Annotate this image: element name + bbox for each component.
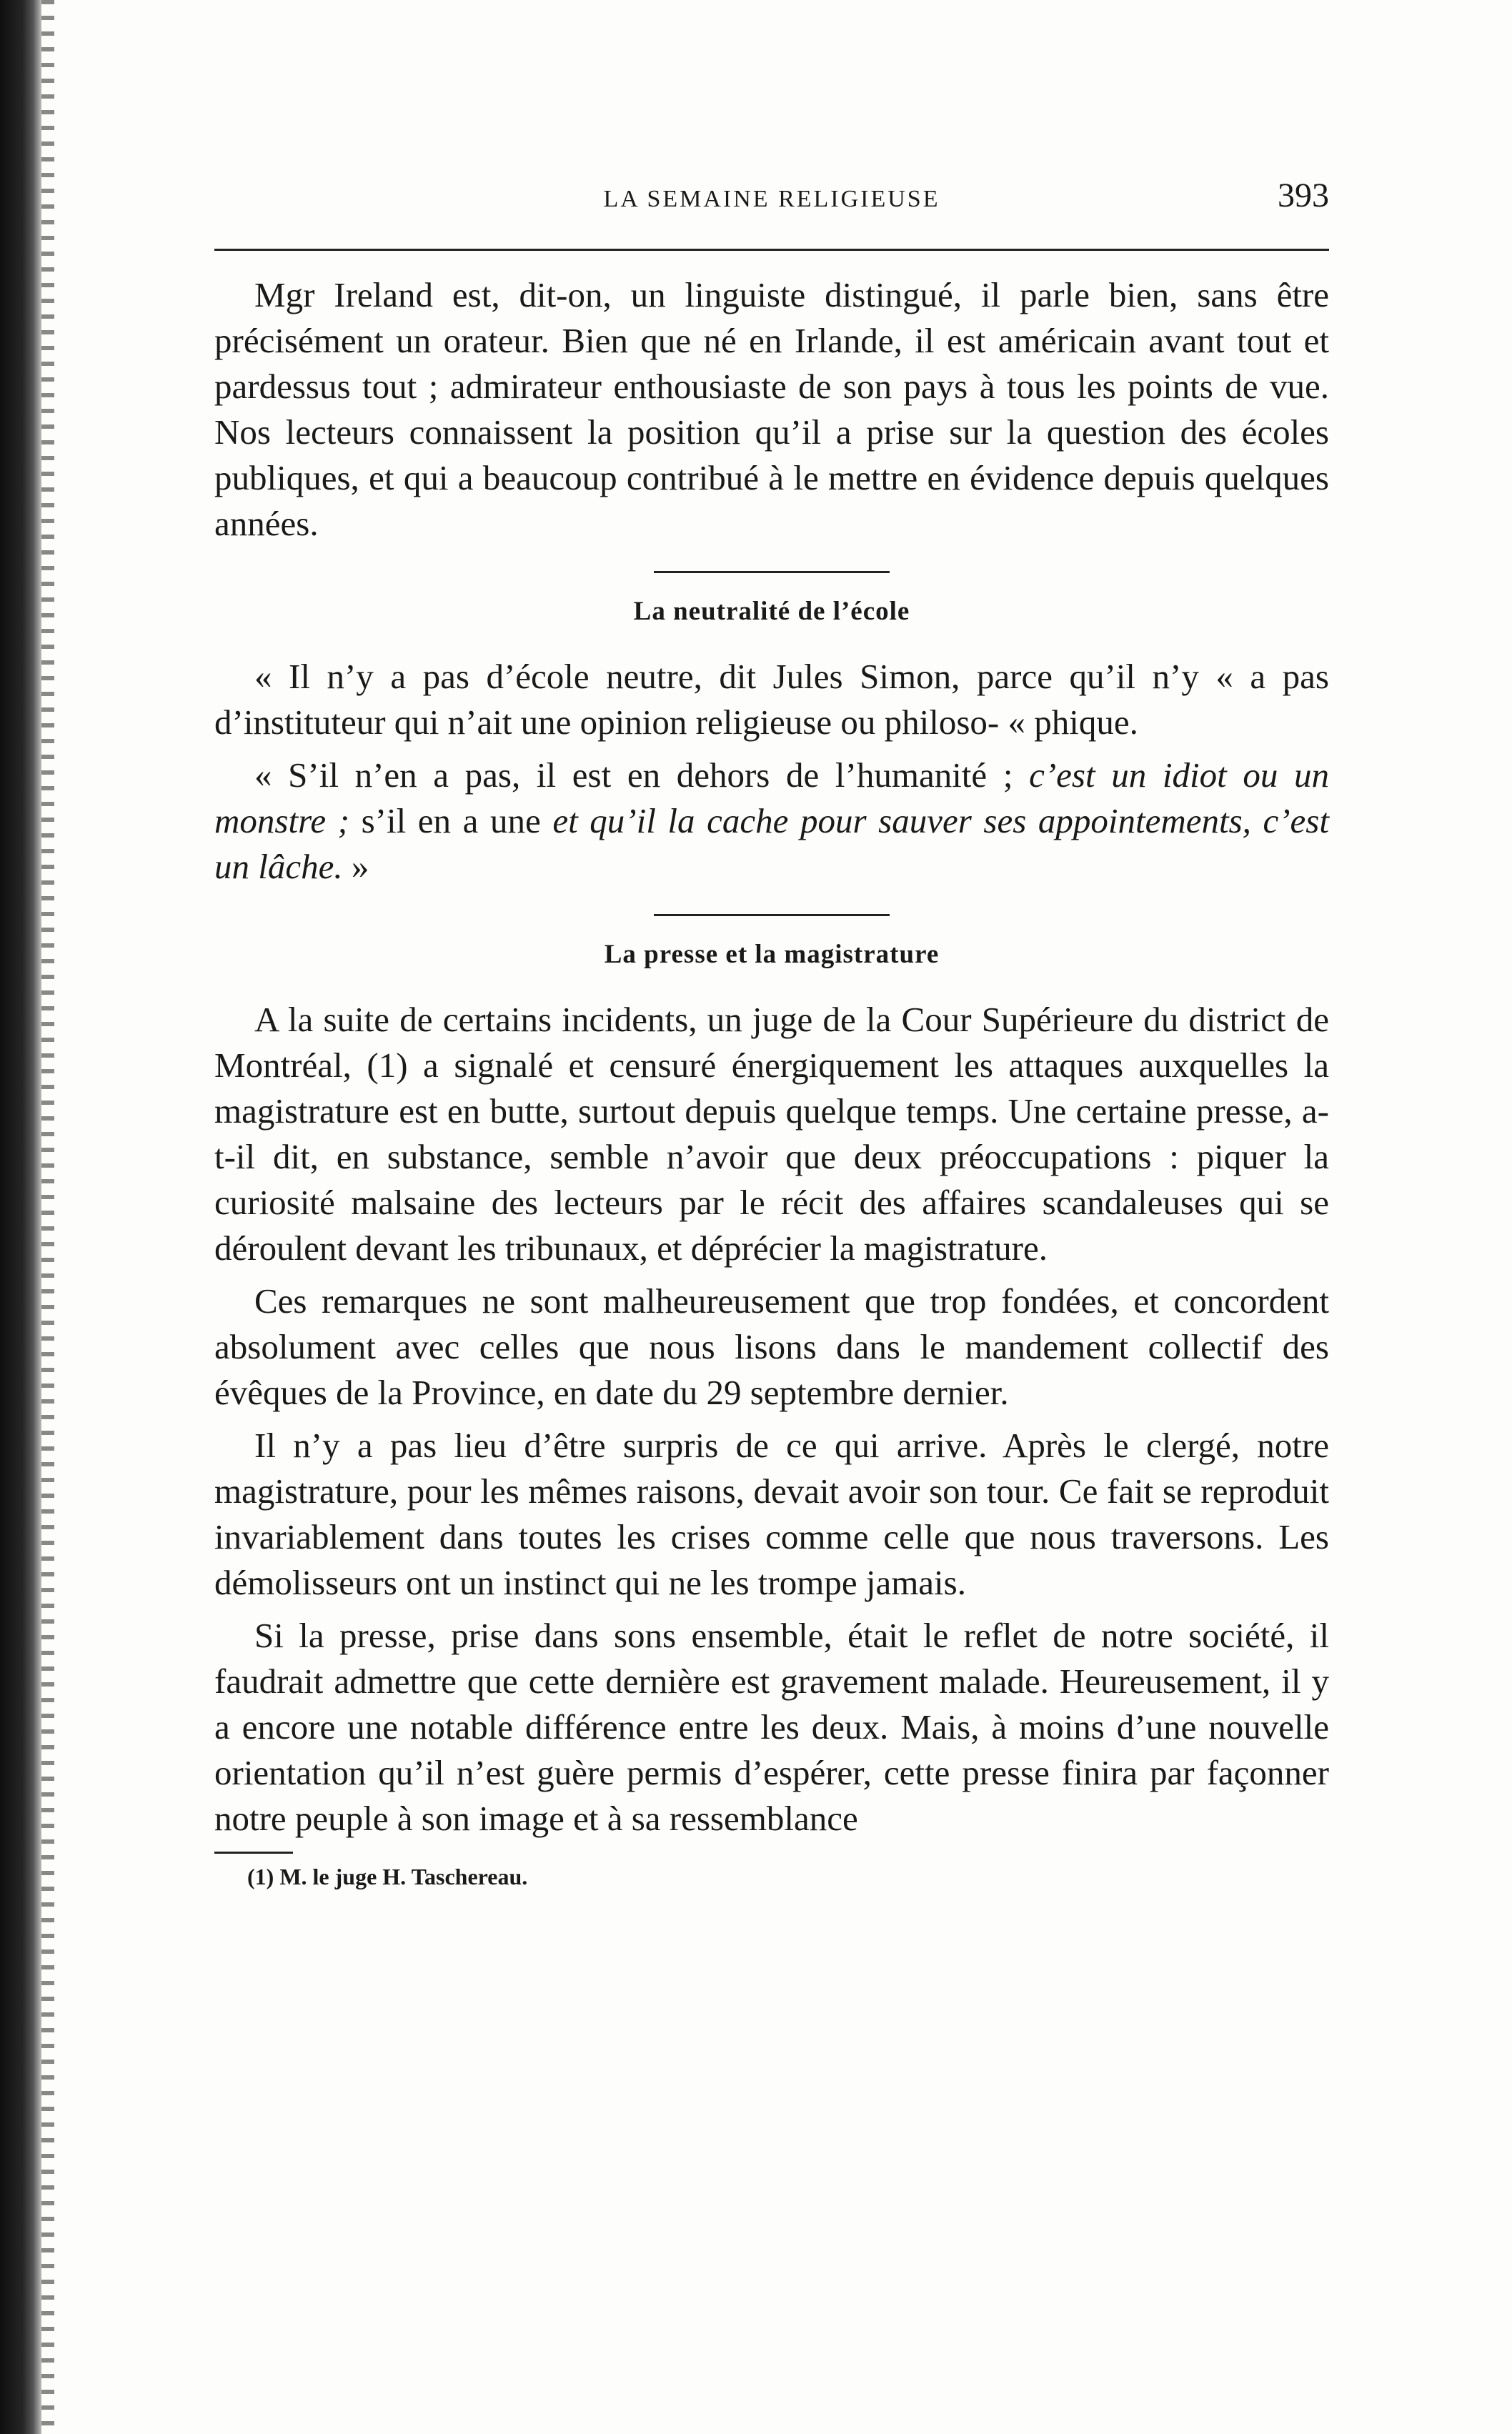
quote-paragraph-1: « Il n’y a pas d’école neutre, dit Jules Simon, parce qu’il n’y « a pas d’instituteur qui n’ait une opinion religieuse ou philoso- « phique.	[214, 657, 1329, 742]
section-divider	[654, 571, 890, 573]
footnote: (1) M. le juge H. Taschereau.	[247, 1864, 528, 1889]
running-title: LA SEMAINE RELIGIEUSE	[603, 186, 940, 212]
section-title-presse: La presse et la magistrature	[604, 940, 940, 969]
quote-text: « S’il n’en a pas, il est en dehors de l’humanité ;	[254, 755, 1030, 795]
quote-paragraph-2	[214, 752, 1329, 890]
page-number: 393	[1278, 177, 1329, 214]
presse-paragraph-3: Il n’y a pas lieu d’être surpris de ce qui arrive. Après le clergé, notre magistrature, pour les mêmes raisons, devait avoir son tour. Ce fait se reproduit invariablement dans toutes les crises comme celle que nous traversons. Les démolisseurs ont un instinct qui ne les trompe jamais.	[214, 1426, 1329, 1602]
jules-simon-quote	[214, 654, 1329, 890]
running-head	[214, 172, 1329, 229]
quote-close: »	[342, 847, 369, 886]
binding-edge	[41, 0, 54, 2434]
presse-paragraph-2: Ces remarques ne sont malheureusement que trop fondées, et concordent absolument avec celles que nous lisons dans le mandement collectif des évêques de la Province, en date du 29 septembre dernier.	[214, 1281, 1329, 1412]
page	[214, 172, 1329, 1890]
footnote-rule	[214, 1852, 293, 1854]
quote-italic: et qu’il la cache pour sauver ses appointements, c’est un lâche.	[214, 801, 1329, 886]
section-divider	[654, 914, 890, 916]
header-rule	[214, 249, 1329, 251]
presse-paragraph-4: Si la presse, prise dans sons ensemble, était le reflet de notre société, il faudrait admettre que cette dernière est gravement malade. Heureusement, il y a encore une notable différence entre les deux. Mais, à moins d’une nouvelle orientation qu’il n’est guère permis d’espérer, cette presse finira par façonner notre peuple à son image et à sa ressemblance	[214, 1616, 1329, 1838]
book-binding-shadow	[0, 0, 41, 2434]
quote-text: s’il en a une	[349, 801, 553, 840]
section-title-neutralite: La neutralité de l’école	[633, 597, 910, 626]
intro-paragraph: Mgr Ireland est, dit-on, un linguiste distingué, il parle bien, sans être précisément un orateur. Bien que né en Irlande, il est américain avant tout et pardessus tout ; admirateur enthousiaste de son pays à tous les points de vue. Nos lecteurs connaissent la position qu’il a prise sur la question des écoles publiques, et qui a beaucoup contribué à le mettre en évidence depuis quelques années.	[214, 275, 1329, 543]
presse-paragraph-1: A la suite de certains incidents, un juge de la Cour Supérieure du district de Montréal, (1) a signalé et censuré énergiquement les attaques auxquelles la magistrature est en butte, surtout depuis quelque temps. Une certaine presse, a-t-il dit, en substance, semble n’avoir que deux préoccupations : piquer la curiosité malsaine des lecteurs par le récit des affaires scandaleuses qui se déroulent devant les tribunaux, et déprécier la magistrature.	[214, 1000, 1329, 1268]
quote-italic: c’est un idiot ou un monstre ;	[214, 755, 1329, 840]
